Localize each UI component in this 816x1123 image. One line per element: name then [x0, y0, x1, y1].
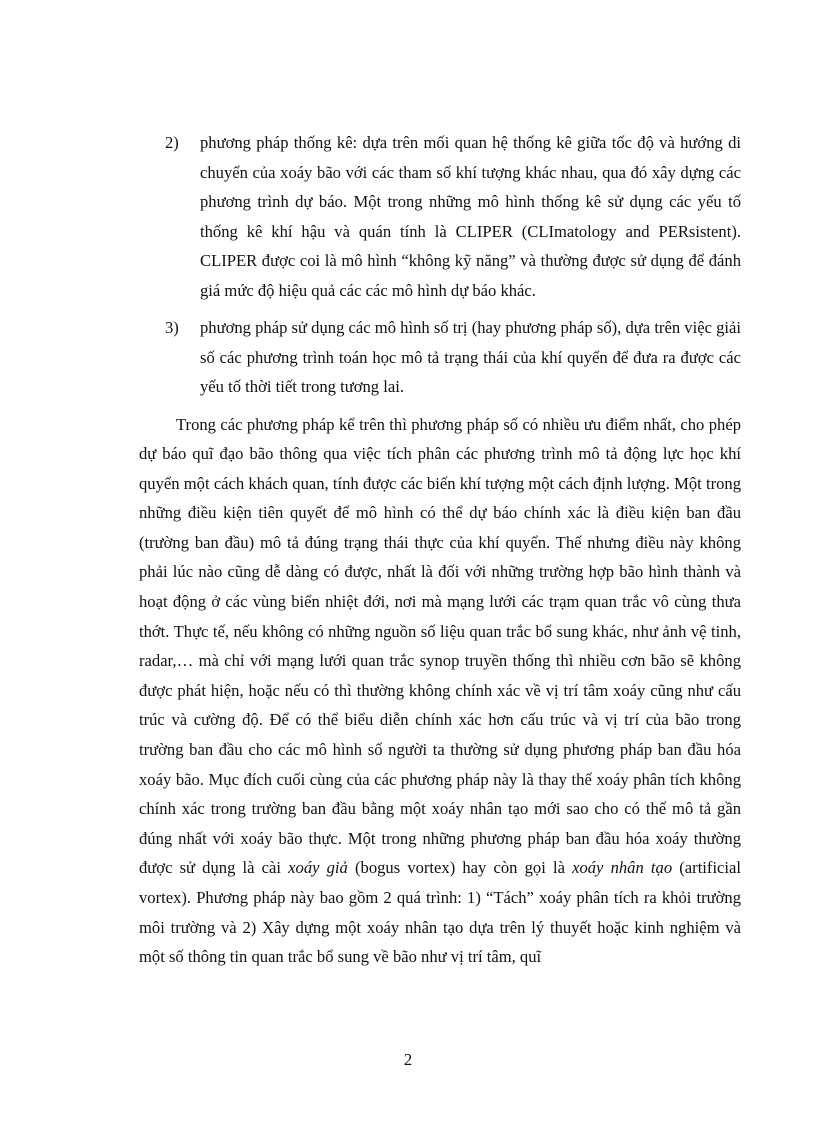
paragraph-text: (bogus vortex) hay còn gọi là — [347, 858, 573, 878]
list-item-number: 2) — [165, 133, 179, 152]
term-bogus-vortex: xoáy giả — [288, 858, 348, 878]
paragraph-text: Trong các phương pháp kể trên thì phương pháp số có nhiều ưu điểm nhất, cho phép dự báo quĩ đạo bão thông qua việc tích phân các phương trình mô tả động lực học khí quyển một cách khách quan, tính được các biến khí tượng một cách định lượng. Một trong những điều kiện tiên quyết để mô hình có thể dự báo chính xác là điều kiện ban đầu (trường ban đầu) mô tả đúng trạng thái thực của khí quyển. Thế nhưng điều này không phải lúc nào cũng dễ dàng có được, nhất là đối với những trường hợp bão hình thành và hoạt động ở các vùng biển nhiệt đới, nơi mà mạng lưới các trạm quan trắc vô cùng thưa thớt. Thực tế, nếu không có những nguồn số liệu quan trắc bổ sung khác, như ảnh vệ tinh, radar,… mà chỉ với mạng lưới quan trắc synop truyền thống thì nhiều cơn bão sẽ không được phát hiện, hoặc nếu có thì thường không chính xác về vị trí tâm xoáy cũng như cấu trúc và cường độ. Để có thể biểu diễn chính xác hơn cấu trúc và vị trí của bão trong trường ban đầu cho các mô hình số người ta thường sử dụng phương pháp ban đầu hóa xoáy bão. Mục đích cuối cùng của các phương pháp này là thay thế xoáy phân tích không chính xác trong trường ban đầu bằng một xoáy nhân tạo mới sao cho có thể mô tả gần đúng nhất với xoáy bão thực. Một trong những phương pháp ban đầu hóa xoáy thường được sử dụng là cài — [139, 414, 741, 878]
list-item-number: 3) — [165, 318, 179, 337]
list-item — [139, 313, 741, 402]
term-artificial-vortex: xoáy nhân tạo — [572, 858, 673, 878]
paragraph-text: (artificial vortex). Phương pháp này bao gồm 2 quá trình: 1) “Tách” xoáy phân tích ra khỏi trường môi trường và 2) Xây dựng một xoáy nhân tạo dựa trên lý thuyết hoặc kinh nghiệm và một số thông tin quan trắc bổ sung về bão như vị trí tâm, quĩ — [139, 858, 742, 967]
list-item-text: phương pháp sử dụng các mô hình số trị (hay phương pháp số), dựa trên việc giải số các phương trình toán học mô tả trạng thái của khí quyển để đưa ra được các yếu tố thời tiết trong tương lai. — [200, 318, 741, 396]
numbered-list — [139, 128, 741, 402]
body-paragraph — [139, 410, 741, 972]
list-item-text: phương pháp thống kê: dựa trên mối quan hệ thống kê giữa tốc độ và hướng di chuyển của xoáy bão với các tham số khí tượng khác nhau, qua đó xây dựng các phương trình dự báo. Một trong những mô hình thống kê sử dụng các yếu tố thống kê khí hậu và quán tính là CLIPER (CLImatology and PERsistent). CLIPER được coi là mô hình “không kỹ năng” và thường được sử dụng để đánh giá mức độ hiệu quả các các mô hình dự báo khác. — [200, 133, 741, 300]
page-number: 2 — [403, 1050, 413, 1069]
page-body — [139, 128, 741, 972]
list-item — [139, 128, 741, 305]
